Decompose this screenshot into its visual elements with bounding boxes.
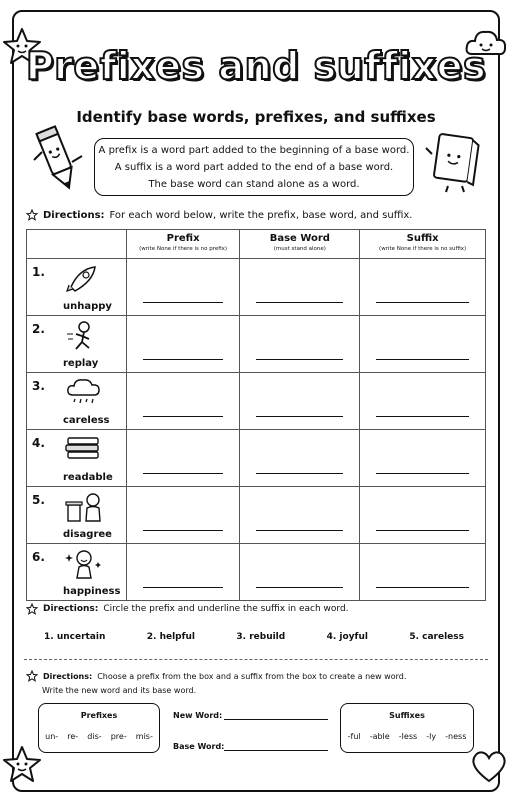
header-word-cell bbox=[27, 230, 127, 259]
worksheet-title: Prefixes and suffixes bbox=[25, 44, 487, 88]
answer-line[interactable] bbox=[143, 473, 224, 474]
word-label: disagree bbox=[63, 529, 112, 540]
directions-1 bbox=[26, 209, 412, 221]
running-child-icon bbox=[65, 320, 99, 352]
pencil-mascot-icon bbox=[30, 122, 84, 194]
row-number: 5. bbox=[32, 493, 45, 507]
answer-line[interactable] bbox=[143, 359, 224, 360]
directions-3-text: Choose a prefix from the box and a suffix from the box to create a new word. bbox=[97, 671, 407, 681]
heart-corner-bottom-right-icon bbox=[470, 748, 508, 784]
directions-2-label: Directions: bbox=[43, 604, 99, 614]
new-word-line[interactable] bbox=[224, 710, 328, 720]
star-bullet-icon bbox=[26, 670, 38, 682]
circle-word[interactable]: 2. helpful bbox=[146, 632, 196, 642]
prefix-box bbox=[38, 703, 160, 753]
suffix-answer-cell[interactable] bbox=[360, 430, 486, 487]
section-divider bbox=[24, 659, 488, 660]
answer-line[interactable] bbox=[256, 416, 343, 417]
directions-3-text-2: Write the new word and its base word. bbox=[42, 686, 197, 695]
base-word-label: Base Word: bbox=[173, 742, 225, 751]
directions-1-text: For each word below, write the prefix, base word, and suffix. bbox=[109, 209, 413, 221]
circle-word[interactable]: 3. rebuild bbox=[236, 632, 286, 642]
suffix-answer-cell[interactable] bbox=[360, 487, 486, 544]
base-word-answer-cell[interactable] bbox=[240, 430, 360, 487]
answer-line[interactable] bbox=[376, 416, 469, 417]
directions-2-text: Circle the prefix and underline the suffix in each word. bbox=[103, 604, 349, 614]
word-cell bbox=[27, 316, 127, 373]
answer-line[interactable] bbox=[376, 530, 469, 531]
base-word-answer-cell[interactable] bbox=[240, 373, 360, 430]
prefix-box-items: un- re- dis- pre- mis- bbox=[45, 732, 153, 741]
prefix-answer-cell[interactable] bbox=[126, 430, 240, 487]
base-word-answer-cell[interactable] bbox=[240, 316, 360, 373]
table-row bbox=[27, 487, 486, 544]
suffix-definition: A suffix is a word part added to the end of a base word. bbox=[114, 162, 394, 173]
answer-line[interactable] bbox=[256, 473, 343, 474]
circle-word[interactable]: 1. uncertain bbox=[44, 632, 106, 642]
word-cell bbox=[27, 544, 127, 601]
table-row bbox=[27, 544, 486, 601]
directions-1-label: Directions: bbox=[43, 209, 105, 221]
word-cell bbox=[27, 259, 127, 316]
table-row bbox=[27, 316, 486, 373]
rocket-icon bbox=[65, 263, 99, 293]
row-number: 4. bbox=[32, 436, 45, 450]
rain-cloud-icon bbox=[65, 377, 103, 407]
base-word-definition: The base word can stand alone as a word. bbox=[148, 179, 360, 190]
star-bullet-icon bbox=[26, 603, 38, 615]
word-cell bbox=[27, 373, 127, 430]
row-number: 3. bbox=[32, 379, 45, 393]
word-label: replay bbox=[63, 358, 99, 369]
row-number: 6. bbox=[32, 550, 45, 564]
suffix-box-items: -ful -able -less -ly -ness bbox=[347, 732, 467, 741]
star-corner-bottom-left-icon bbox=[2, 744, 42, 784]
definition-box bbox=[94, 138, 414, 196]
base-word-answer-cell[interactable] bbox=[240, 487, 360, 544]
circle-word[interactable]: 4. joyful bbox=[326, 632, 368, 642]
table-row bbox=[27, 259, 486, 316]
suffix-answer-cell[interactable] bbox=[360, 259, 486, 316]
answer-line[interactable] bbox=[143, 416, 224, 417]
word-cell bbox=[27, 487, 127, 544]
row-number: 2. bbox=[32, 322, 45, 336]
word-label: readable bbox=[63, 472, 113, 483]
prefix-answer-cell[interactable] bbox=[126, 373, 240, 430]
prefix-answer-cell[interactable] bbox=[126, 544, 240, 601]
new-word-label: New Word: bbox=[173, 711, 223, 720]
directions-3 bbox=[26, 670, 406, 682]
base-word-answer-cell[interactable] bbox=[240, 544, 360, 601]
header-suffix: Suffix (write None if there is no suffix) bbox=[360, 230, 486, 259]
book-stack-icon bbox=[65, 434, 101, 462]
prefix-box-title: Prefixes bbox=[80, 711, 118, 720]
answer-line[interactable] bbox=[376, 302, 469, 303]
answer-line[interactable] bbox=[256, 587, 343, 588]
word-label: careless bbox=[63, 415, 110, 426]
base-word-answer-cell[interactable] bbox=[240, 259, 360, 316]
answer-line[interactable] bbox=[376, 587, 469, 588]
answer-line[interactable] bbox=[143, 302, 224, 303]
happy-girl-icon bbox=[65, 548, 103, 580]
directions-2 bbox=[26, 603, 349, 615]
circle-words-list bbox=[44, 632, 464, 642]
prefix-definition: A prefix is a word part added to the beginning of a base word. bbox=[98, 145, 410, 156]
word-label: unhappy bbox=[63, 301, 112, 312]
answer-line[interactable] bbox=[143, 530, 224, 531]
table-row bbox=[27, 430, 486, 487]
word-parts-table bbox=[26, 229, 486, 601]
answer-line[interactable] bbox=[256, 359, 343, 360]
circle-word[interactable]: 5. careless bbox=[409, 632, 464, 642]
table-row bbox=[27, 373, 486, 430]
answer-line[interactable] bbox=[143, 587, 224, 588]
worksheet-subtitle: Identify base words, prefixes, and suffixes bbox=[76, 108, 436, 126]
prefix-answer-cell[interactable] bbox=[126, 316, 240, 373]
base-word-line[interactable] bbox=[224, 741, 328, 751]
answer-line[interactable] bbox=[256, 530, 343, 531]
star-bullet-icon bbox=[26, 209, 38, 221]
prefix-answer-cell[interactable] bbox=[126, 259, 240, 316]
prefix-answer-cell[interactable] bbox=[126, 487, 240, 544]
suffix-box bbox=[340, 703, 474, 753]
suffix-answer-cell[interactable] bbox=[360, 373, 486, 430]
word-cell bbox=[27, 430, 127, 487]
suffix-answer-cell[interactable] bbox=[360, 544, 486, 601]
book-mascot-icon bbox=[424, 130, 484, 194]
header-prefix: Prefix (write None if there is no prefix) bbox=[126, 230, 240, 259]
child-trash-can-icon bbox=[65, 491, 105, 523]
suffix-answer-cell[interactable] bbox=[360, 316, 486, 373]
row-number: 1. bbox=[32, 265, 45, 279]
answer-line[interactable] bbox=[376, 359, 469, 360]
answer-line[interactable] bbox=[256, 302, 343, 303]
answer-line[interactable] bbox=[376, 473, 469, 474]
word-label: happiness bbox=[63, 586, 121, 597]
suffix-box-title: Suffixes bbox=[389, 711, 425, 720]
header-base-word: Base Word (must stand alone) bbox=[240, 230, 360, 259]
directions-3-label: Directions: bbox=[43, 671, 93, 681]
